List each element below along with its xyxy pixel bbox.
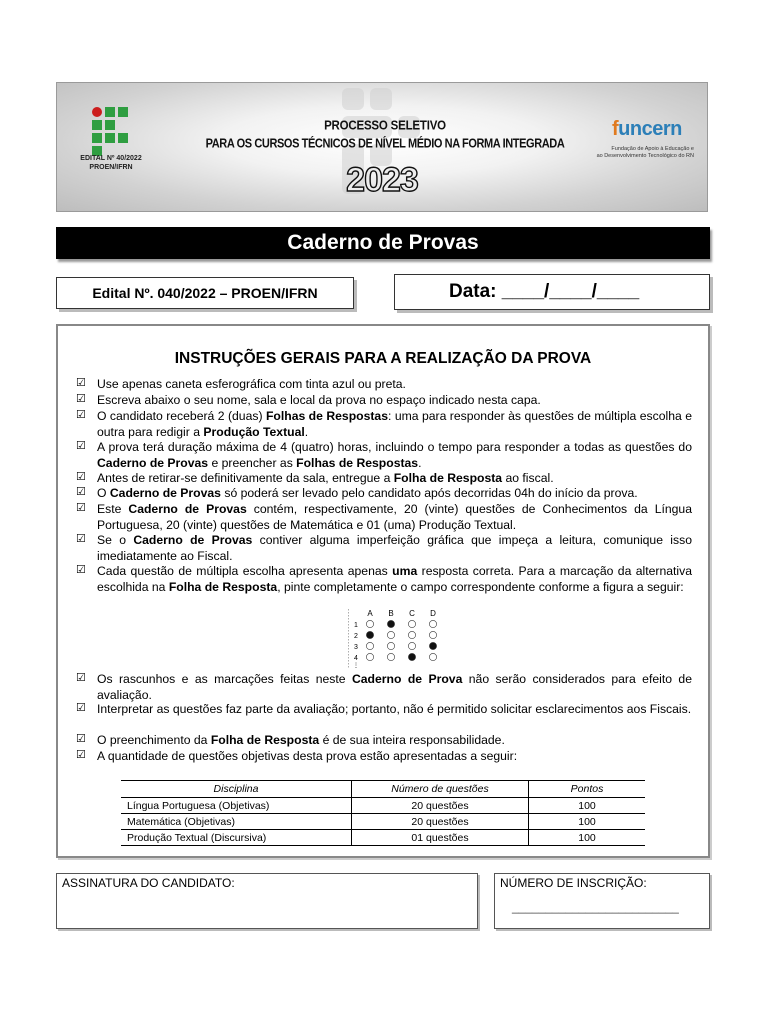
answer-letter: C — [409, 609, 415, 618]
empty-bubble — [366, 653, 373, 660]
instruction-item — [76, 440, 692, 471]
table-header: Pontos — [529, 781, 646, 798]
checkbox-icon: ☑ — [76, 564, 86, 576]
checkbox-icon: ☑ — [76, 486, 86, 498]
instruction-text: Interpretar as questões faz parte da avaliação; portanto, não é permitido solicitar esclarecimentos aos Fiscais. — [97, 702, 692, 716]
checkbox-icon: ☑ — [76, 471, 86, 483]
empty-bubble — [429, 620, 436, 627]
instruction-item — [76, 377, 692, 393]
table-cell: 100 — [529, 830, 646, 846]
checkbox-icon: ☑ — [76, 733, 86, 745]
checkbox-icon: ☑ — [76, 440, 86, 452]
instruction-text: Cada questão de múltipla escolha apresenta apenas uma resposta correta. Para a marcação da alternativa escolhida na Folha de Resposta, pinte completamente o campo correspondente conforme a figura a seguir: — [97, 564, 692, 594]
table-row — [121, 798, 645, 814]
checkbox-icon: ☑ — [76, 409, 86, 421]
table-header-row — [121, 781, 645, 798]
empty-bubble — [408, 631, 415, 638]
banner-title: PROCESSO SELETIVO — [324, 119, 446, 133]
instruction-text: O preenchimento da Folha de Resposta é de sua inteira responsabilidade. — [97, 733, 505, 747]
empty-bubble — [429, 631, 436, 638]
empty-bubble — [387, 642, 394, 649]
page-title: Caderno de Provas — [56, 227, 710, 259]
instruction-text: A prova terá duração máxima de 4 (quatro) horas, incluindo o tempo para responder a todas as questões do Caderno de Provas e preencher as Folhas de Respostas. — [97, 440, 692, 470]
banner-edital: EDITAL Nº 40/2022 PROEN/IFRN — [80, 155, 142, 171]
empty-bubble — [429, 653, 436, 660]
instruction-item — [76, 471, 692, 487]
banner-subtitle: PARA OS CURSOS TÉCNICOS DE NÍVEL MÉDIO NA FORMA INTEGRADA — [205, 137, 565, 151]
answer-row-number: 3 — [354, 644, 358, 651]
checkbox-icon: ☑ — [76, 377, 86, 389]
filled-bubble — [429, 642, 436, 649]
inscription-line: _________________________ — [512, 900, 679, 914]
questions-table — [121, 780, 645, 846]
instruction-text: Este Caderno de Provas contém, respectivamente, 20 (vinte) questões de Conhecimentos da Língua Portuguesa, 20 (vinte) questões de Matemática e 01 (uma) Produção Textual. — [97, 502, 692, 532]
answer-row-number: 2 — [354, 633, 358, 640]
checkbox-icon: ☑ — [76, 672, 86, 684]
checkbox-icon: ☑ — [76, 749, 86, 761]
instruction-item — [76, 533, 692, 564]
instruction-text: Se o Caderno de Provas contiver alguma imperfeição gráfica que impeça a leitura, comunique isso imediatamente ao Fiscal. — [97, 533, 692, 563]
instruction-item — [76, 564, 692, 595]
instruction-item — [76, 733, 692, 749]
answer-row-number: 4 — [354, 655, 358, 662]
table-cell: 20 questões — [352, 798, 529, 814]
answer-letter: B — [388, 609, 394, 618]
checkbox-icon: ☑ — [76, 533, 86, 545]
instruction-item — [76, 502, 692, 533]
empty-bubble — [408, 642, 415, 649]
table-cell: Língua Portuguesa (Objetivas) — [121, 798, 352, 814]
continuation-dots: ⋮ — [353, 663, 359, 669]
table-cell: 100 — [529, 814, 646, 830]
empty-bubble — [366, 620, 373, 627]
checkbox-icon: ☑ — [76, 393, 86, 405]
instruction-item — [76, 749, 692, 765]
inscription-label: NÚMERO DE INSCRIÇÃO: — [500, 876, 647, 890]
empty-bubble — [366, 642, 373, 649]
empty-bubble — [387, 631, 394, 638]
instruction-text: Use apenas caneta esferográfica com tinta azul ou preta. — [97, 377, 406, 391]
ifrn-logo-icon — [92, 107, 128, 155]
instructions-title: INSTRUÇÕES GERAIS PARA A REALIZAÇÃO DA PROVA — [174, 350, 592, 367]
table-row — [121, 814, 645, 830]
empty-bubble — [387, 653, 394, 660]
checkbox-icon: ☑ — [76, 702, 86, 714]
table-cell: 20 questões — [352, 814, 529, 830]
date-field[interactable]: Data: ____/____/____ — [394, 274, 710, 310]
edital-box: Edital Nº. 040/2022 – PROEN/IFRN — [56, 277, 354, 309]
table-cell: 100 — [529, 798, 646, 814]
table-header: Disciplina — [121, 781, 352, 798]
instruction-item — [76, 393, 692, 409]
answer-row-number: 1 — [354, 622, 358, 629]
instruction-item — [76, 409, 692, 440]
instruction-text: Os rascunhos e as marcações feitas neste Caderno de Prova não serão considerados para efeito de avaliação. — [97, 672, 692, 702]
table-row — [121, 830, 645, 846]
empty-bubble — [408, 620, 415, 627]
table-cell: Matemática (Objetivas) — [121, 814, 352, 830]
funcern-caption: Fundação de Apoio à Educação e ao Desenvolvimento Tecnológico do RN — [596, 146, 694, 159]
signature-label: ASSINATURA DO CANDIDATO: — [62, 876, 235, 890]
answer-letter: D — [430, 609, 436, 618]
answer-letter: A — [367, 609, 373, 618]
instruction-text: A quantidade de questões objetivas desta prova estão apresentadas a seguir: — [97, 749, 518, 763]
table-cell: 01 questões — [352, 830, 529, 846]
filled-bubble — [387, 620, 394, 627]
table-cell: Produção Textual (Discursiva) — [121, 830, 352, 846]
banner-year: 2023 — [346, 161, 418, 199]
instruction-item — [76, 672, 692, 703]
filled-bubble — [366, 631, 373, 638]
answer-sheet-example — [348, 609, 440, 669]
funcern-logo: funcern — [612, 118, 682, 140]
instruction-item — [76, 486, 692, 502]
instruction-text: Escreva abaixo o seu nome, sala e local da prova no espaço indicado nesta capa. — [97, 393, 541, 407]
table-header: Número de questões — [352, 781, 529, 798]
filled-bubble — [408, 653, 415, 660]
instruction-text: O Caderno de Provas só poderá ser levado pelo candidato após decorridas 04h do início da prova. — [97, 486, 638, 500]
instruction-text: Antes de retirar-se definitivamente da sala, entregue a Folha de Resposta ao fiscal. — [97, 471, 554, 485]
checkbox-icon: ☑ — [76, 502, 86, 514]
instruction-item — [76, 702, 692, 718]
instruction-text: O candidato receberá 2 (duas) Folhas de Respostas: uma para responder às questões de múltipla escolha e outra para redigir a Produção Textual. — [97, 409, 692, 439]
